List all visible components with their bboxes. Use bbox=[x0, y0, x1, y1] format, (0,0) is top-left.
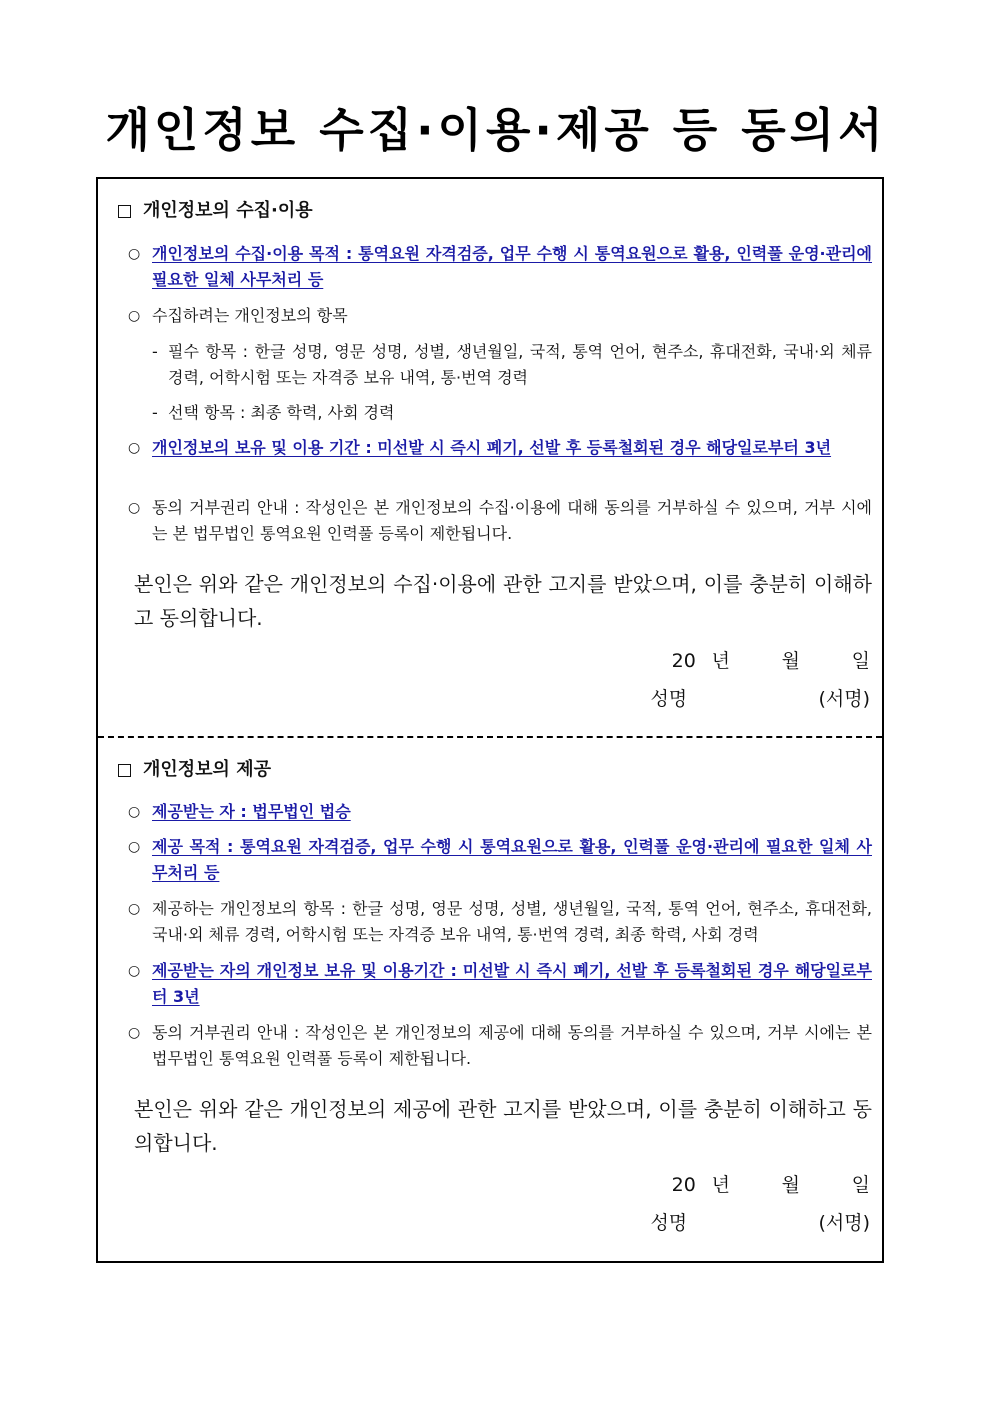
date-line bbox=[672, 1172, 870, 1198]
document-title: 개인정보 수집·이용·제공 등 동의서 bbox=[105, 103, 887, 157]
item-text: 동의 거부권리 안내 : 작성인은 본 개인정보의 제공에 대해 동의를 거부하실 수 있으며, 거부 시에는 본 법무법인 통역요원 인력풀 등록이 제한됩니다. bbox=[152, 1023, 872, 1068]
list-item bbox=[128, 896, 872, 948]
consent-statement: 본인은 위와 같은 개인정보의 수집·이용에 관한 고지를 받았으며, 이를 충분히 이해하고 동의합니다. bbox=[134, 572, 872, 630]
signature-line bbox=[650, 1210, 870, 1236]
date-day-label: 일 bbox=[851, 650, 870, 672]
name-label: 성명 bbox=[650, 688, 688, 710]
sub-item-text: 필수 항목 : 한글 성명, 영문 성명, 성별, 생년월일, 국적, 통역 언어, 현주소, 휴대전화, 국내·외 체류 경력, 어학시험 또는 자격증 보유 내역, 통·번역 경력 bbox=[168, 342, 872, 387]
list-item bbox=[128, 241, 872, 293]
signature-label: (서명) bbox=[818, 688, 870, 710]
date-month-label: 월 bbox=[781, 1174, 800, 1196]
checkbox-square-icon bbox=[118, 205, 131, 218]
section-heading-label: 개인정보의 수집·이용 bbox=[143, 200, 313, 221]
item-text: 제공 목적 : 통역요원 자격검증, 업무 수행 시 통역요원으로 활용, 인력풀 운영·관리에 필요한 일체 사무처리 등 bbox=[152, 837, 872, 882]
name-label: 성명 bbox=[650, 1212, 688, 1234]
date-year-label: 년 bbox=[711, 650, 730, 672]
list-item bbox=[128, 495, 872, 547]
item-text: 개인정보의 수집·이용 목적 : 통역요원 자격검증, 업무 수행 시 통역요원으로 활용, 인력풀 운영·관리에 필요한 일체 사무처리 등 bbox=[152, 244, 872, 289]
item-text: 수집하려는 개인정보의 항목 bbox=[152, 306, 348, 325]
item-text: 개인정보의 보유 및 이용 기간 : 미선발 시 즉시 폐기, 선발 후 등록철회된 경우 해당일로부터 3년 bbox=[152, 438, 832, 457]
section-heading-label: 개인정보의 제공 bbox=[143, 759, 271, 780]
signature-label: (서명) bbox=[818, 1212, 870, 1234]
section-collection-use bbox=[98, 179, 882, 736]
circle-bullet-icon: ○ bbox=[128, 308, 141, 324]
circle-bullet-icon: ○ bbox=[128, 839, 141, 855]
sub-item-text: 선택 항목 : 최종 학력, 사회 경력 bbox=[168, 403, 395, 422]
dash-bullet: - bbox=[152, 342, 158, 361]
circle-bullet-icon: ○ bbox=[128, 804, 141, 820]
item-text: 제공받는 자 : 법무법인 법승 bbox=[152, 802, 351, 821]
circle-bullet-icon: ○ bbox=[128, 901, 141, 917]
list-item bbox=[128, 303, 872, 329]
date-century: 20 bbox=[671, 650, 696, 672]
signature-line bbox=[650, 686, 870, 712]
item-text: 제공하는 개인정보의 항목 : 한글 성명, 영문 성명, 성별, 생년월일, 국적, 통역 언어, 현주소, 휴대전화, 국내·외 체류 경력, 어학시험 또는 자격증 보유 내역, 통·번역 경력, 최종 학력, 사회 경력 bbox=[152, 899, 872, 944]
list-item bbox=[128, 1020, 872, 1072]
item-text: 동의 거부권리 안내 : 작성인은 본 개인정보의 수집·이용에 대해 동의를 거부하실 수 있으며, 거부 시에는 본 법무법인 통역요원 인력풀 등록이 제한됩니다. bbox=[152, 498, 872, 543]
dashed-divider bbox=[98, 736, 882, 738]
item-text: 제공받는 자의 개인정보 보유 및 이용기간 : 미선발 시 즉시 폐기, 선발 후 등록철회된 경우 해당일로부터 3년 bbox=[152, 961, 872, 1006]
consent-form-box bbox=[96, 177, 884, 1263]
circle-bullet-icon: ○ bbox=[128, 246, 141, 262]
consent-statement: 본인은 위와 같은 개인정보의 제공에 관한 고지를 받았으며, 이를 충분히 이해하고 동의합니다. bbox=[134, 1097, 872, 1155]
date-line bbox=[672, 648, 870, 674]
circle-bullet-icon: ○ bbox=[128, 500, 141, 516]
date-century: 20 bbox=[671, 1174, 696, 1196]
date-day-label: 일 bbox=[851, 1174, 870, 1196]
circle-bullet-icon: ○ bbox=[128, 1025, 141, 1041]
section-heading bbox=[118, 758, 271, 782]
circle-bullet-icon: ○ bbox=[128, 440, 141, 456]
sub-list-item bbox=[152, 400, 872, 426]
section-heading bbox=[118, 199, 313, 223]
checkbox-square-icon bbox=[118, 764, 131, 777]
circle-bullet-icon: ○ bbox=[128, 963, 141, 979]
list-item bbox=[128, 799, 872, 825]
date-year-label: 년 bbox=[711, 1174, 730, 1196]
dash-bullet: - bbox=[152, 403, 158, 422]
list-item bbox=[128, 435, 872, 461]
date-month-label: 월 bbox=[781, 650, 800, 672]
list-item bbox=[128, 958, 872, 1010]
list-item bbox=[128, 834, 872, 886]
sub-list-item bbox=[152, 339, 872, 391]
